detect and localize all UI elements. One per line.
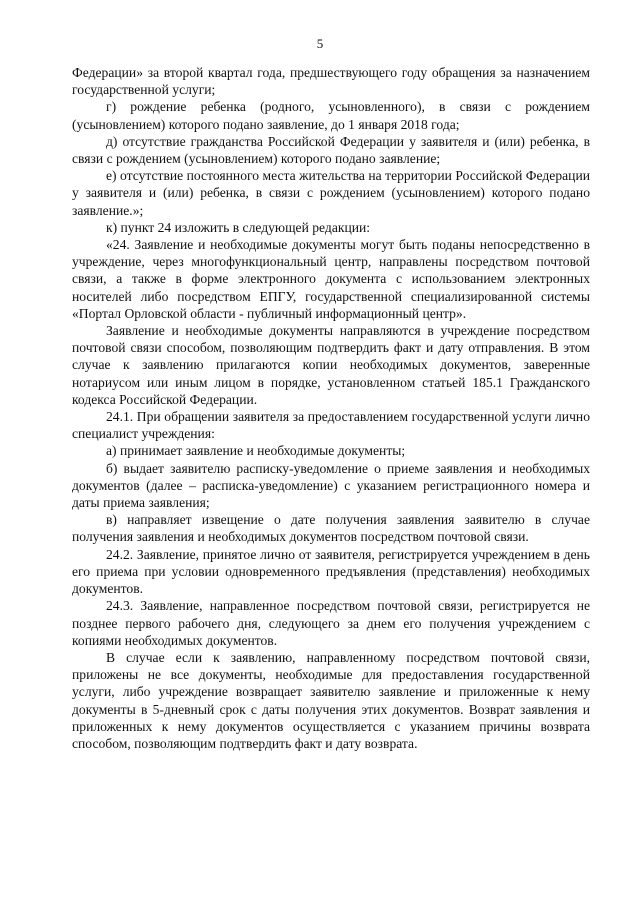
paragraph-item-a: а) принимает заявление и необходимые документы;	[106, 443, 406, 459]
paragraph-clause-24-2: 24.2. Заявление, принятое лично от заявителя, регистрируется учреждением в день его приема при условии одновременного предъявления (представления) необходимых документов.	[72, 546, 590, 597]
paragraph-postal-submission: Заявление и необходимые документы направляются в учреждение посредством почтовой связи способом, позволяющим подтвердить факт и дату отправления. В этом случае к заявлению прилагаются копии необходимых документов, заверенные нотариусом или иным лицом в порядке, установленном статьей 185.1 Гражданского кодекса Российской Федерации.	[72, 323, 590, 407]
page-number: 5	[316, 36, 324, 51]
paragraph-item-b: б) выдает заявителю расписку-уведомление о приеме заявления и необходимых документов (далее – расписка-уведомление) с указанием регистрационного номера и даты приема заявления;	[72, 460, 590, 511]
paragraph-item-d: д) отсутствие гражданства Российской Федерации у заявителя и (или) ребенка, в связи с рождением (усыновлением) которого подано заявление;	[72, 133, 590, 167]
paragraph-item-e: е) отсутствие постоянного места жительства на территории Российской Федерации у заявителя и (или) ребенка, в связи с рождением (усыновлением) которого подано заявление.»;	[72, 168, 590, 218]
paragraph-item-v: в) направляет извещение о дате получения заявления заявителю в случае получения заявления и необходимых документов посредством почтовой связи.	[72, 512, 590, 545]
paragraph-item-g: г) рождение ребенка (родного, усыновленного), в связи с рождением (усыновлением) которого подано заявление, до 1 января 2018 года;	[72, 99, 590, 132]
paragraph-item-k: к) пункт 24 изложить в следующей редакции:	[106, 219, 371, 235]
paragraph-clause-24-1: 24.1. При обращении заявителя за предоставлением государственной услуги лично специалист учреждения:	[72, 409, 590, 442]
paragraph-clause-24-3: 24.3. Заявление, направленное посредством почтовой связи, регистрируется не позднее первого рабочего дня, следующего за днем его получения учреждением с копиями необходимых документов.	[72, 598, 590, 648]
document-body	[72, 64, 590, 752]
paragraph-clause-24: «24. Заявление и необходимые документы могут быть поданы непосредственно в учреждение, через многофункциональный центр, направлены посредством почтовой связи, а также в форме электронного документа с использованием электронных носителей либо посредством ЕПГУ, государственной специализированной системы «Портал Орловской области - публичный информационный центр».	[72, 237, 590, 321]
paragraph-return-case: В случае если к заявлению, направленному посредством почтовой связи, приложены не все документы, необходимые для предоставления государственной услуги, либо учреждение возвращает заявителю заявление и приложенные к нему документы в 5-дневный срок с даты получения этих документов. Возврат заявления и приложенных к нему документов осуществляется с указанием причины возврата способом, позволяющим подтвердить факт и дату возврата.	[72, 649, 590, 751]
paragraph-continuation: Федерации» за второй квартал года, предшествующего году обращения за назначением государственной услуги;	[72, 65, 590, 98]
